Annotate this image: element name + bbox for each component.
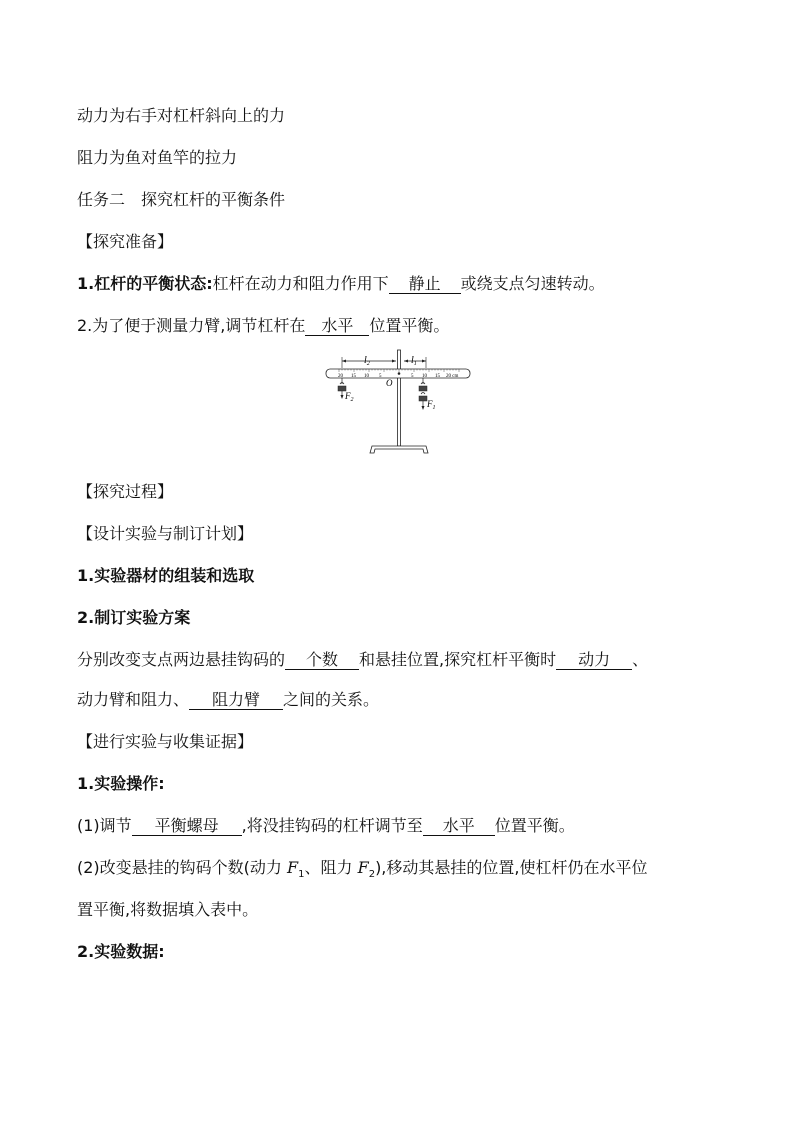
answer-blank-level-2: 水平 <box>423 817 495 836</box>
answer-blank-count: 个数 <box>285 651 359 670</box>
plan-text-b: 和悬挂位置,探究杠杆平衡时 <box>359 650 557 669</box>
f2-label: $F_2$ <box>345 391 354 403</box>
step-2: 2.制订实验方案 <box>77 608 191 627</box>
f1-arrow-head <box>422 406 425 410</box>
l2-label: $l_2$ <box>364 355 370 367</box>
operation-label: 1.实验操作: <box>77 774 165 793</box>
right-weight-1 <box>419 386 427 391</box>
tick-label-left-15: 15 <box>351 374 356 379</box>
f2-arrow-head <box>341 395 344 399</box>
prep-header: 【探究准备】 <box>77 232 174 251</box>
intro-line-1: 动力为右手对杠杆斜向上的力 <box>77 106 286 125</box>
experiment-header: 【进行实验与收集证据】 <box>77 732 254 751</box>
prep-item-2-text-b: 位置平衡。 <box>369 316 450 335</box>
answer-blank-balance-nut: 平衡螺母 <box>132 817 242 836</box>
f1-label: $F_1$ <box>427 399 436 411</box>
prep-item-1-text-a: 杠杆在动力和阻力作用下 <box>212 274 389 293</box>
plan-text-d: 动力臂和阻力、 <box>77 690 190 709</box>
operation-2-line-2: 置平衡,将数据填入表中。 <box>77 900 259 919</box>
process-header: 【探究过程】 <box>77 482 174 501</box>
tick-label-right-15: 15 <box>435 374 440 379</box>
l2-arrow-left <box>342 360 346 363</box>
plan-text-a: 分别改变支点两边悬挂钩码的 <box>77 650 286 669</box>
pivot-point <box>398 372 401 375</box>
operation-2-line-1 <box>77 858 647 885</box>
l2-arrow-right <box>392 360 396 363</box>
tick-label-right-10: 10 <box>422 374 427 379</box>
intro-line-2: 阻力为鱼对鱼竿的拉力 <box>77 148 238 167</box>
plan-line-1 <box>77 650 648 670</box>
operation-1 <box>77 816 575 836</box>
op1-text-b: ,将没挂钩码的杠杆调节至 <box>241 816 423 835</box>
l1-arrow-right <box>422 360 426 363</box>
plan-text-c: 、 <box>632 650 649 669</box>
l1-label: $l_1$ <box>411 355 417 367</box>
stand-base <box>370 446 428 453</box>
op1-text-c: 位置平衡。 <box>494 816 575 835</box>
plan-text-e: 之间的关系。 <box>283 690 380 709</box>
answer-blank-static: 静止 <box>389 275 461 294</box>
answer-blank-level: 水平 <box>305 317 369 336</box>
task-title: 任务二 探究杠杆的平衡条件 <box>77 190 286 209</box>
design-header: 【设计实验与制订计划】 <box>77 524 254 543</box>
op2-f2-sub: 2 <box>368 869 376 881</box>
tick-label-right-5: 5 <box>411 374 414 379</box>
tick-label-left-5: 5 <box>379 374 382 379</box>
op2-f2: F <box>357 858 369 877</box>
op2-text-a: (2)改变悬挂的钩码个数(动力 <box>77 858 287 877</box>
plan-line-2 <box>77 690 379 710</box>
pivot-label: O <box>386 378 393 388</box>
prep-item-1-text-b: 或绕支点匀速转动。 <box>460 274 605 293</box>
op2-f1-sub: 1 <box>298 869 305 881</box>
data-label: 2.实验数据: <box>77 942 165 961</box>
answer-blank-resistance-arm: 阻力臂 <box>189 691 283 710</box>
op2-text-c: ),移动其悬挂的位置,使杠杆仍在水平位 <box>375 858 648 877</box>
op2-f1: F <box>287 858 299 877</box>
right-weight-2 <box>419 396 427 401</box>
answer-blank-force: 动力 <box>556 651 632 670</box>
l1-arrow-left <box>404 360 408 363</box>
prep-item-1 <box>77 274 605 294</box>
prep-item-2 <box>77 316 449 336</box>
step-1: 1.实验器材的组装和选取 <box>77 566 255 585</box>
tick-label-left-20: 20 <box>338 374 343 379</box>
lever-figure <box>324 348 472 456</box>
op2-text-b: 、阻力 <box>304 858 358 877</box>
prep-item-2-text-a: 2.为了便于测量力臂,调节杠杆在 <box>77 316 306 335</box>
tick-label-right-20cm: 20 cm <box>446 374 459 379</box>
stand-pole <box>398 350 401 446</box>
prep-item-1-label: 1.杠杆的平衡状态: <box>77 274 213 293</box>
right-hook-middle <box>421 393 425 395</box>
op1-text-a: (1)调节 <box>77 816 132 835</box>
tick-label-left-10: 10 <box>364 374 369 379</box>
